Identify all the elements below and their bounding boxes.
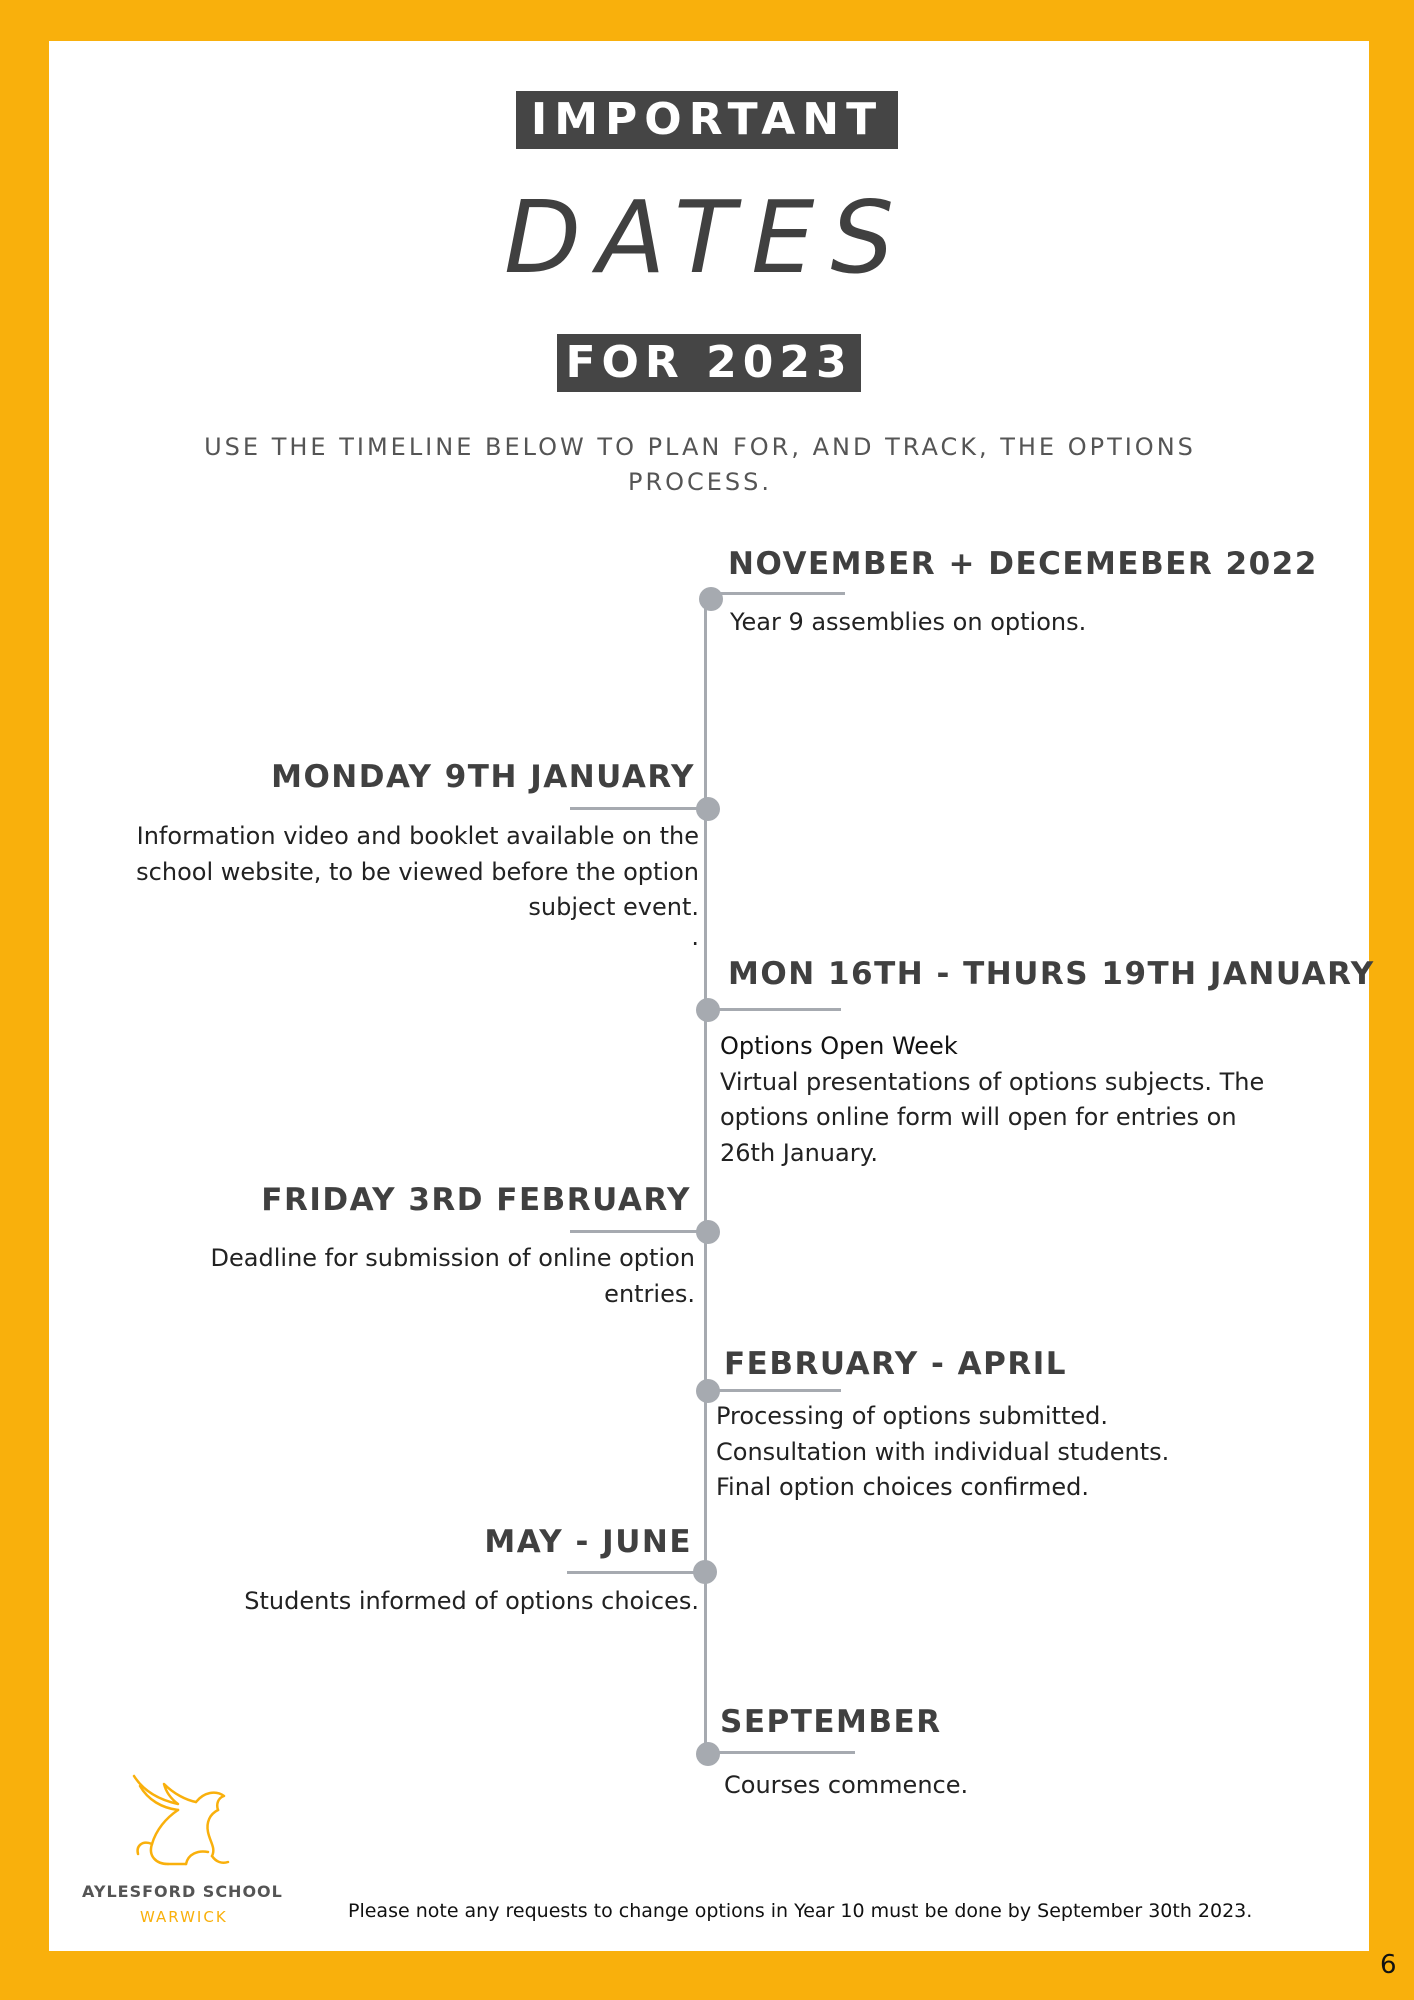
timeline-title: MONDAY 9TH JANUARY [271,759,695,795]
description-line: Deadline for submission of online option [210,1244,695,1272]
description-line: school website, to be viewed before the option [136,857,699,886]
page-number: 6 [1380,1950,1397,1980]
important-label: IMPORTANT [516,91,898,149]
timeline-title: FEBRUARY - APRIL [724,1346,1068,1382]
school-location: WARWICK [140,1908,228,1926]
timeline-connector [570,1230,700,1233]
description-line: Year 9 assemblies on options. [730,608,1087,636]
timeline-description [136,819,699,951]
description-line: Processing of options submitted. [716,1402,1109,1430]
description-line: Information video and booklet available on the [136,822,699,850]
timeline-connector [567,1571,697,1574]
timeline-description [244,1584,699,1620]
timeline-description [720,1029,1264,1171]
description-line: Students informed of options choices. [244,1587,699,1615]
timeline-connector [710,1389,841,1392]
timeline-description [724,1768,968,1804]
subtitle: USE THE TIMELINE BELOW TO PLAN FOR, AND TRACK, THE OPTIONS PROCESS. [204,433,1196,496]
description-line: 26th January. [720,1138,878,1167]
school-name: AYLESFORD SCHOOL [82,1882,283,1901]
timeline-connector [570,807,700,810]
description-line: options online form will open for entries on [720,1103,1237,1131]
griffin-logo-icon [126,1770,236,1880]
timeline-title: SEPTEMBER [720,1704,942,1740]
description-line: entries. [604,1279,695,1308]
page-panel [49,41,1369,1951]
timeline-connector [710,1751,855,1754]
timeline-description [716,1399,1169,1506]
description-line: subject event. [528,893,699,921]
description-line: Final option choices confirmed. [716,1473,1089,1501]
timeline-description [211,1241,695,1312]
timeline-title: FRIDAY 3RD FEBRUARY [261,1182,691,1218]
year-label: FOR 2023 [557,334,861,392]
timeline-title: NOVEMBER + DECEMEBER 2022 [728,546,1318,582]
timeline-title: MAY - JUNE [484,1524,692,1560]
timeline-title: MON 16TH - THURS 19TH JANUARY [728,956,1375,992]
timeline-connector [710,1008,841,1011]
description-line: Virtual presentations of options subjects. The [720,1067,1265,1096]
dates-title: DATES [504,179,910,296]
description-line: . [691,922,699,951]
description-line: Options Open Week [720,1032,958,1060]
timeline-dot [699,587,723,611]
timeline-description [730,605,1086,641]
description-line: Courses commence. [724,1771,969,1799]
description-line: Consultation with individual students. [716,1437,1170,1466]
timeline-dot [696,1742,720,1766]
footnote: Please note any requests to change options in Year 10 must be done by September 30th 2023. [348,1900,1253,1922]
timeline-connector [710,592,845,595]
